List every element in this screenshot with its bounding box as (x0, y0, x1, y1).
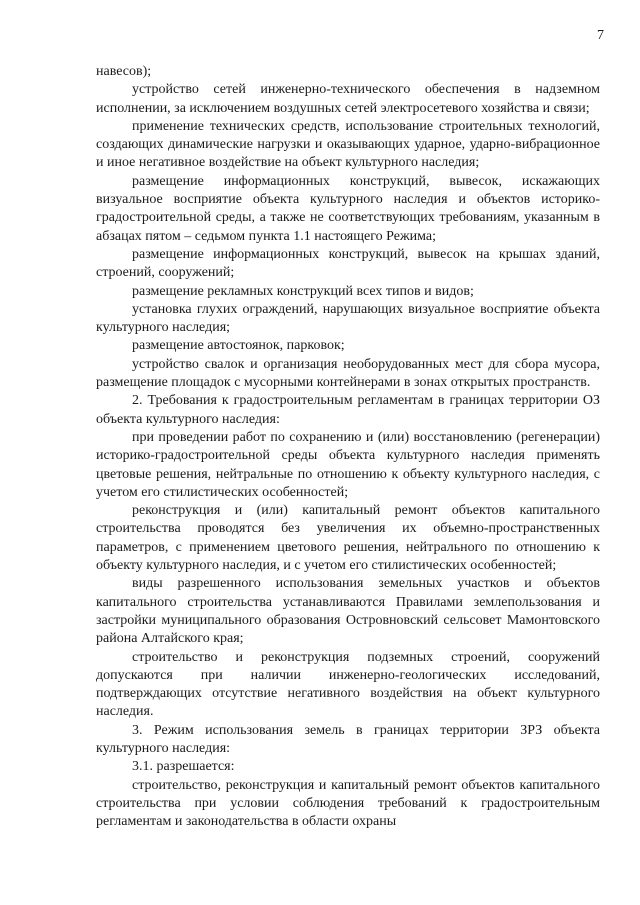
paragraph: размещение информационных конструкций, вывесок, искажающих визуальное восприятие объекта культурного наследия и объектов историко-градостроительной среды, а также не соответствующих требованиям, указанным в абзацах пятом – седьмом пункта 1.1 настоящего Режима; (96, 173, 600, 244)
page-number: 7 (597, 28, 604, 43)
paragraph: установка глухих ограждений, нарушающих визуальное восприятие объекта культурного наследия; (96, 301, 600, 336)
paragraph: размещение автостоянок, парковок; (132, 338, 345, 354)
paragraph: 2. Требования к градостроительным регламентам в границах территории ОЗ объекта культурного наследия: (96, 393, 600, 427)
paragraph: устройство сетей инженерно-технического обеспечения в надземном исполнении, за исключением воздушных сетей электросетевого хозяйства и связи; (96, 82, 600, 116)
paragraph: при проведении работ по сохранению и (или) восстановлению (регенерации) историко-градостроительной среды объекта культурного наследия применять цветовые решения, нейтральные по отношению к объекту культурного наследия, с учетом его стилистических особенностей; (96, 429, 600, 500)
paragraph: строительство и реконструкция подземных строений, сооружений допускаются при наличии инженерно-геологических исследований, подтверждающих отсутствие негативного воздействия на объект культурного наследия. (96, 649, 600, 720)
document-body (96, 63, 600, 831)
paragraph: навесов); (96, 64, 152, 79)
paragraph: 3. Режим использования земель в границах территории ЗРЗ объекта культурного наследия: (96, 722, 600, 756)
paragraph: 3.1. разрешается: (132, 759, 235, 775)
paragraph: применение технических средств, использование строительных технологий, создающих динамические нагрузки и оказывающих ударное, ударно-вибрационное и иное негативное воздействие на объект культурного наследия; (96, 118, 600, 171)
paragraph: размещение рекламных конструкций всех типов и видов; (132, 283, 474, 299)
paragraph: виды разрешенного использования земельных участков и объектов капитального строительства устанавливаются Правилами землепользования и застройки муниципального образования Островновский сельсовет Мамонтовского района Алтайского края; (96, 576, 600, 647)
paragraph: реконструкция и (или) капитальный ремонт объектов капитального строительства проводятся без увеличения их объемно-пространственных параметров, с применением цветового решения, нейтрального по отношению к объекту культурного наследия, и с учетом его стилистических особенностей; (96, 503, 600, 574)
paragraph: устройство свалок и организация необорудованных мест для сбора мусора, размещение площадок с мусорными контейнерами в зонах открытых пространств. (96, 356, 600, 391)
paragraph: размещение информационных конструкций, вывесок на крышах зданий, строений, сооружений; (96, 246, 600, 281)
paragraph: строительство, реконструкция и капитальный ремонт объектов капитального строительства при условии соблюдения требований к градостроительным регламентам и законодательства в области охраны (96, 777, 600, 830)
